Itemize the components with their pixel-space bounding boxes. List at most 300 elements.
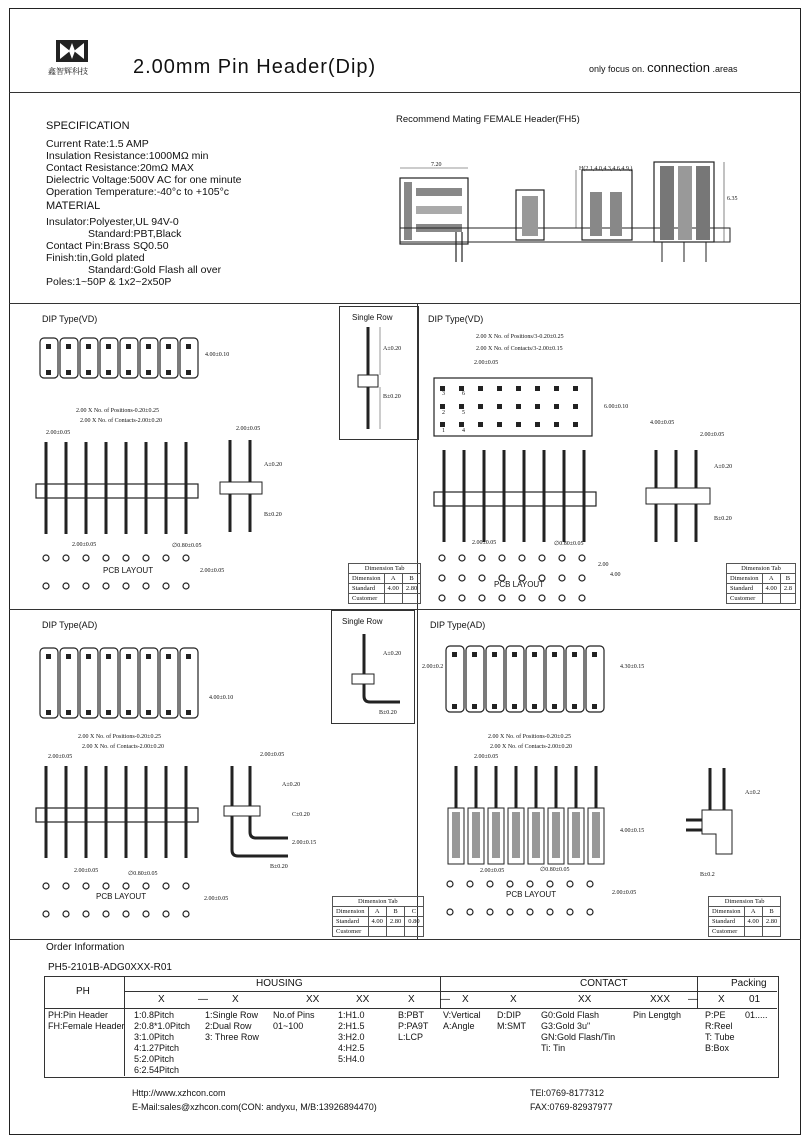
- dim-table-cell: [762, 594, 780, 604]
- pcb-hole: [587, 881, 593, 887]
- pin-square: [126, 654, 131, 659]
- pcb-hole: [459, 595, 465, 601]
- dim-table-cell: Dimension: [333, 907, 369, 917]
- pin-square: [516, 386, 521, 391]
- pin-square: [66, 710, 71, 715]
- order-col-length: Pin Lengtgh: [633, 1010, 682, 1020]
- pcb-hole: [183, 911, 189, 917]
- header-divider: [9, 92, 801, 93]
- single-row-2-b: B±0.20: [379, 710, 397, 716]
- pcb-hole: [567, 909, 573, 915]
- ad-left-pitch: 2.00±0.05: [48, 754, 73, 760]
- pin-square: [146, 654, 151, 659]
- spec-line: Contact Resistance:20mΩ MAX: [46, 162, 194, 174]
- pin-square: [554, 422, 559, 427]
- pcb-hole: [579, 555, 585, 561]
- ad-left-b: B±0.20: [270, 864, 288, 870]
- pcb-hole: [527, 909, 533, 915]
- vd-right-pin-label: 6: [462, 391, 465, 397]
- mating-dim-635: 6.35: [727, 196, 738, 202]
- vd-left-contacts: 2.00 X No. of Contacts-2.00±0.20: [80, 418, 162, 424]
- pcb-hole: [467, 881, 473, 887]
- dim-table-cell: A: [744, 907, 762, 917]
- ad-left-side-pitch: 2.00±0.05: [260, 752, 285, 758]
- order-code: X: [232, 994, 239, 1005]
- pcb-hole: [447, 881, 453, 887]
- vd-right-pcb-label: PCB LAYOUT: [494, 580, 545, 589]
- order-code: X: [158, 994, 165, 1005]
- dimension-table-1: [348, 563, 421, 604]
- pcb-hole: [103, 555, 109, 561]
- housing-fill: [452, 812, 460, 858]
- vd-right-height: 6.00±0.10: [604, 404, 629, 410]
- pin-square: [532, 652, 537, 657]
- ad-right-pcb-row: 2.00±0.05: [612, 890, 637, 896]
- insulator-body: [36, 484, 198, 498]
- material-line: Standard:PBT,Black: [88, 228, 182, 240]
- dim-table-cell: B: [386, 907, 404, 917]
- pin-square: [492, 704, 497, 709]
- dim-table-cell: B: [762, 907, 780, 917]
- pcb-hole: [103, 583, 109, 589]
- pcb-hole: [439, 595, 445, 601]
- pin-square: [46, 370, 51, 375]
- pcb-hole: [83, 883, 89, 889]
- vd-right-top-view: [432, 372, 602, 440]
- pin-square: [126, 710, 131, 715]
- pin-square: [186, 344, 191, 349]
- pin-square: [592, 652, 597, 657]
- pcb-hole: [163, 583, 169, 589]
- slogan-prefix: only focus on.: [589, 64, 645, 74]
- pin-square: [472, 704, 477, 709]
- ad-left-top-view: [36, 644, 206, 724]
- single-row-1-b: B±0.20: [383, 394, 401, 400]
- slogan-suffix: .areas: [712, 64, 738, 74]
- vd-left-b: B±0.20: [264, 512, 282, 518]
- pin-square: [440, 422, 445, 427]
- vd-right-pin-label: 1: [442, 428, 445, 434]
- order-code: —: [198, 994, 208, 1005]
- pcb-hole: [519, 555, 525, 561]
- dim-table-title: Dimension Tab: [349, 564, 421, 574]
- dim-table-cell: Customer: [333, 927, 369, 937]
- ad-left-pcb-pitch: 2.00±0.05: [74, 868, 99, 874]
- order-table-line: [44, 1008, 777, 1009]
- pin-square: [592, 704, 597, 709]
- pcb-hole: [43, 911, 49, 917]
- ad-left-pcb-row: 2.00±0.05: [204, 896, 229, 902]
- pin-square: [86, 654, 91, 659]
- order-code: XX: [306, 994, 320, 1005]
- ad-left-pcb-label: PCB LAYOUT: [96, 892, 147, 901]
- order-col-rows: 1:Single Row 2:Dual Row 3: Three Row: [205, 1010, 259, 1042]
- spec-line: Dielectric Voltage:500V AC for one minute: [46, 174, 242, 186]
- pcb-hole: [539, 595, 545, 601]
- pcb-hole: [559, 555, 565, 561]
- ad-right-positions: 2.00 X No. of Positions-0.20±0.25: [488, 734, 571, 740]
- ad-right-contacts: 2.00 X No. of Contacts-2.00±0.20: [490, 744, 572, 750]
- pin-square: [497, 386, 502, 391]
- vd-left-front-view: [34, 438, 206, 538]
- pcb-hole: [123, 911, 129, 917]
- pin-square: [497, 404, 502, 409]
- pin-square: [66, 344, 71, 349]
- ad-right-pitch: 2.00±0.05: [474, 754, 499, 760]
- pcb-hole: [459, 555, 465, 561]
- pcb-hole: [183, 583, 189, 589]
- pcb-hole: [579, 575, 585, 581]
- ad-right-side-view: [680, 764, 750, 864]
- pin-square: [106, 344, 111, 349]
- dim-table-cell: Dimension: [727, 574, 763, 584]
- pcb-hole: [499, 555, 505, 561]
- dim-table-title: Dimension Tab: [333, 897, 424, 907]
- housing-fill: [552, 812, 560, 858]
- pin-square: [146, 370, 151, 375]
- pcb-hole: [587, 909, 593, 915]
- dim-table-cell: Dimension: [349, 574, 385, 584]
- pin-square: [66, 370, 71, 375]
- pcb-hole: [183, 555, 189, 561]
- pcb-hole: [143, 583, 149, 589]
- section-divider: [9, 939, 801, 940]
- pcb-hole: [507, 881, 513, 887]
- pin-square: [572, 652, 577, 657]
- order-col-material: B:PBT P:PA9T L:LCP: [398, 1010, 429, 1042]
- pin-square: [186, 710, 191, 715]
- vd-right-pin-label: 4: [462, 428, 465, 434]
- order-col-pitch: 1:0.8Pitch 2:0.8*1.0Pitch 3:1.0Pitch 4:1.27Pitch 5:2.0Pitch 6:2.54Pitch: [134, 1010, 191, 1075]
- pin-square: [146, 710, 151, 715]
- ad-left-height: 4.00±0.10: [209, 695, 234, 701]
- pcb-hole: [123, 555, 129, 561]
- pcb-hole: [579, 595, 585, 601]
- pcb-hole: [63, 583, 69, 589]
- pin-square: [452, 704, 457, 709]
- section-divider-v: [417, 609, 418, 939]
- vd-left-pcb-hole: ∅0.80±0.05: [172, 543, 202, 549]
- vd-right-a: A±0.20: [714, 464, 733, 470]
- pin-square: [166, 710, 171, 715]
- pcb-hole: [163, 911, 169, 917]
- dim-table-cell: A: [384, 574, 402, 584]
- footer-fax: FAX:0769-82937977: [530, 1102, 613, 1112]
- pin-square: [66, 654, 71, 659]
- dim-table-cell: Standard: [333, 917, 369, 927]
- mating-title: Recommend Mating FEMALE Header(FH5): [396, 114, 580, 125]
- pin-square: [573, 404, 578, 409]
- ad-left-title: DIP Type(AD): [42, 620, 98, 630]
- housing-fill: [492, 812, 500, 858]
- order-col-pins: No.of Pins 01~100: [273, 1010, 315, 1031]
- order-code: —: [688, 994, 698, 1005]
- order-code: X: [408, 994, 415, 1005]
- housing-fill: [592, 812, 600, 858]
- dim-table-cell: 2.80: [386, 917, 404, 927]
- pin-square: [573, 422, 578, 427]
- pin-square: [554, 404, 559, 409]
- housing-fill: [472, 812, 480, 858]
- dim-table-cell: [368, 927, 386, 937]
- ad-right-pcb-label: PCB LAYOUT: [506, 890, 557, 899]
- material-line: Standard:Gold Flash all over: [88, 264, 222, 276]
- order-group-packing: Packing: [731, 978, 767, 989]
- spec-line: Current Rate:1.5 AMP: [46, 138, 149, 150]
- mating-drawing: [396, 150, 736, 265]
- spec-line: Operation Temperature:-40°c to +105°c: [46, 186, 230, 198]
- dim-table-cell: B: [780, 574, 795, 584]
- dimension-table-2: [726, 563, 796, 604]
- pcb-hole: [143, 883, 149, 889]
- vd-left-side-view: [218, 436, 268, 536]
- mating-dim-720: 7.20: [431, 162, 442, 168]
- pin-square: [86, 710, 91, 715]
- dim-table-cell: Standard: [727, 584, 763, 594]
- order-code: X: [718, 994, 725, 1005]
- pcb-hole: [487, 909, 493, 915]
- pin-square: [126, 344, 131, 349]
- order-col-type: PH:Pin Header FH:Female Header: [48, 1010, 125, 1031]
- pin-square: [106, 370, 111, 375]
- dim-table-cell: Dimension: [709, 907, 745, 917]
- pin-square: [535, 404, 540, 409]
- pin-square: [552, 704, 557, 709]
- order-col-packing: P:PE R:Reel T: Tube B:Box: [705, 1010, 735, 1053]
- vd-left-title: DIP Type(VD): [42, 314, 98, 324]
- vd-right-pcb-row: 2.00: [598, 562, 609, 568]
- dim-table-title: Dimension Tab: [727, 564, 796, 574]
- pin-square: [512, 652, 517, 657]
- dim-table-cell: 2.80: [402, 584, 420, 594]
- dim-table-cell: 4.00: [762, 584, 780, 594]
- pcb-hole: [547, 909, 553, 915]
- pin-square: [497, 422, 502, 427]
- pcb-hole: [447, 909, 453, 915]
- pcb-hole: [559, 575, 565, 581]
- vd-right-pcb-total: 4.00: [610, 572, 621, 578]
- pin-square: [86, 344, 91, 349]
- vd-left-pcb-row: 2.00±0.05: [200, 568, 225, 574]
- pin-square: [440, 404, 445, 409]
- order-code: XXX: [650, 994, 671, 1005]
- pin-square: [478, 404, 483, 409]
- pin-square: [552, 652, 557, 657]
- pcb-hole: [527, 881, 533, 887]
- vd-left-top-view: [36, 334, 206, 384]
- pin-square: [46, 654, 51, 659]
- pin-square: [166, 344, 171, 349]
- ad-right-pcb-hole: ∅0.80±0.05: [540, 867, 570, 873]
- pcb-hole: [467, 909, 473, 915]
- ad-right-title: DIP Type(AD): [430, 620, 486, 630]
- order-col-packing-number: 01.....: [745, 1010, 768, 1020]
- single-row-2-a: A±0.20: [383, 651, 402, 657]
- ad-right-top-view: [442, 642, 614, 722]
- pcb-hole: [123, 583, 129, 589]
- pin-square: [532, 704, 537, 709]
- ad-right-b: B±0.2: [700, 872, 715, 878]
- order-code: X: [510, 994, 517, 1005]
- pcb-hole: [43, 583, 49, 589]
- single-row-2-drawing: [348, 632, 408, 722]
- slogan: [589, 60, 737, 75]
- pcb-hole: [547, 881, 553, 887]
- insulator-body: [36, 808, 198, 822]
- vd-left-positions: 2.00 X No. of Positions-0.20±0.25: [76, 408, 159, 414]
- order-table-line: [124, 991, 777, 992]
- pcb-hole: [43, 883, 49, 889]
- pin-square: [126, 370, 131, 375]
- vd-left-height: 4.00±0.10: [205, 352, 230, 358]
- part-number: PH5-2101B-ADG0XXX-R01: [48, 962, 172, 973]
- ad-left-c: C±0.20: [292, 812, 310, 818]
- dim-table-cell: Customer: [349, 594, 385, 604]
- ad-right-side-width: 4.00±0.15: [620, 828, 645, 834]
- dim-table-cell: 0.80: [405, 917, 423, 927]
- pin-square: [186, 370, 191, 375]
- dim-table-cell: Customer: [709, 927, 745, 937]
- spec-line: Insulation Resistance:1000MΩ min: [46, 150, 209, 162]
- ad-right-pcb-pitch: 2.00±0.05: [480, 868, 505, 874]
- pin-square: [86, 370, 91, 375]
- vd-right-pin-label: 5: [462, 410, 465, 416]
- housing-fill: [532, 812, 540, 858]
- pcb-hole: [103, 883, 109, 889]
- pin-square: [166, 654, 171, 659]
- single-row-1-a: A±0.20: [383, 346, 402, 352]
- ad-left-side-view: [222, 762, 302, 862]
- vd-right-title: DIP Type(VD): [428, 314, 484, 324]
- ad-left-a: A±0.20: [282, 782, 301, 788]
- ad-left-positions: 2.00 X No. of Positions-0.20±0.25: [78, 734, 161, 740]
- footer-website[interactable]: Http://www.xzhcon.com: [132, 1088, 226, 1098]
- pcb-hole: [567, 881, 573, 887]
- pcb-hole: [183, 883, 189, 889]
- pcb-hole: [163, 555, 169, 561]
- dim-table-cell: Standard: [709, 917, 745, 927]
- housing-fill: [512, 812, 520, 858]
- vd-left-side-pitch: 2.00±0.05: [236, 426, 261, 432]
- order-group-housing: HOUSING: [256, 978, 303, 989]
- dim-table-cell: 2.8: [780, 584, 795, 594]
- pcb-hole: [63, 555, 69, 561]
- dim-table-cell: [402, 594, 420, 604]
- pcb-hole: [163, 883, 169, 889]
- order-code: 01: [749, 994, 761, 1005]
- pin-square: [535, 422, 540, 427]
- pin-square: [572, 704, 577, 709]
- page-title: 2.00mm Pin Header(Dip): [133, 56, 377, 78]
- dim-table-cell: [384, 594, 402, 604]
- dim-table-title: Dimension Tab: [709, 897, 781, 907]
- dim-table-cell: C: [405, 907, 423, 917]
- pcb-hole: [43, 555, 49, 561]
- footer-tel: TEl:0769-8177312: [530, 1088, 605, 1098]
- ad-right-a: A±0.2: [745, 790, 761, 796]
- pcb-hole: [143, 911, 149, 917]
- pin-square: [166, 370, 171, 375]
- vd-right-positions: 2.00 X No. of Positions/3-0.20±0.25: [476, 334, 564, 340]
- order-code: —: [440, 994, 450, 1005]
- vd-left-pcb-label: PCB LAYOUT: [103, 566, 154, 575]
- order-code: X: [462, 994, 469, 1005]
- pcb-hole: [83, 911, 89, 917]
- pin-square: [492, 652, 497, 657]
- pcb-hole: [479, 555, 485, 561]
- dim-table-cell: [780, 594, 795, 604]
- pcb-hole: [479, 595, 485, 601]
- dim-table-cell: [386, 927, 404, 937]
- pcb-hole: [103, 911, 109, 917]
- pin-square: [452, 652, 457, 657]
- dim-table-cell: A: [368, 907, 386, 917]
- pcb-hole: [539, 555, 545, 561]
- order-group-contact: CONTACT: [580, 978, 628, 989]
- pcb-hole: [507, 909, 513, 915]
- vd-right-pcb-layout: [436, 552, 606, 604]
- vd-right-front-view: [432, 446, 604, 546]
- section-divider: [9, 303, 801, 304]
- order-code: XX: [356, 994, 370, 1005]
- order-col-mount: D:DIP M:SMT: [497, 1010, 526, 1031]
- pcb-hole: [559, 595, 565, 601]
- pin-square: [146, 344, 151, 349]
- ad-left-pcb-hole: ∅0.80±0.05: [128, 871, 158, 877]
- vd-right-pitch: 2.00±0.05: [474, 360, 499, 366]
- vd-left-pitch: 2.00±0.05: [46, 430, 71, 436]
- vd-right-pin-label: 3: [442, 391, 445, 397]
- dim-table-cell: [405, 927, 423, 937]
- pcb-hole: [487, 881, 493, 887]
- single-row-1-title: Single Row: [352, 313, 393, 322]
- insulator-body: [434, 378, 592, 436]
- insulator-body: [434, 492, 596, 506]
- single-row-1-drawing: [350, 325, 400, 435]
- vd-right-side-view: [644, 446, 716, 546]
- order-group-ph: PH: [76, 986, 90, 997]
- dimension-table-4: [708, 896, 781, 937]
- dim-table-cell: 4.00: [368, 917, 386, 927]
- pin-square: [472, 652, 477, 657]
- material-line: Poles:1~50P & 1x2~2x50P: [46, 276, 172, 288]
- pcb-hole: [123, 883, 129, 889]
- order-col-plating: G0:Gold Flash G3:Gold 3u" GN:Gold Flash/Tin Ti: Tin: [541, 1010, 616, 1053]
- footer-email[interactable]: E-Mail:sales@xzhcon.com(CON: andyxu, M/B:13926894470): [132, 1102, 377, 1112]
- dim-table-cell: A: [762, 574, 780, 584]
- pin-square: [573, 386, 578, 391]
- pin-square: [554, 386, 559, 391]
- slogan-main: connection: [647, 60, 710, 75]
- dim-table-cell: [744, 927, 762, 937]
- material-line: Insulator:Polyester,UL 94V-0: [46, 216, 179, 228]
- order-code: XX: [578, 994, 592, 1005]
- dim-table-cell: 2.80: [762, 917, 780, 927]
- order-col-height: 1:H1.0 2:H1.5 3:H2.0 4:H2.5 5:H4.0: [338, 1010, 365, 1064]
- vd-right-contacts: 2.00 X No. of Contacts/3-2.00±0.15: [476, 346, 563, 352]
- pcb-hole: [63, 911, 69, 917]
- pcb-hole: [439, 555, 445, 561]
- dim-table-cell: [762, 927, 780, 937]
- pin-square: [106, 654, 111, 659]
- pcb-hole: [459, 575, 465, 581]
- ad-left-side-2: 2.00±0.15: [292, 840, 317, 846]
- pcb-hole: [83, 555, 89, 561]
- pcb-hole: [439, 575, 445, 581]
- pin-square: [459, 422, 464, 427]
- logo-text: 鑫智辉科技: [48, 67, 88, 76]
- ad-right-left-dim: 2.00±0.2: [422, 664, 444, 670]
